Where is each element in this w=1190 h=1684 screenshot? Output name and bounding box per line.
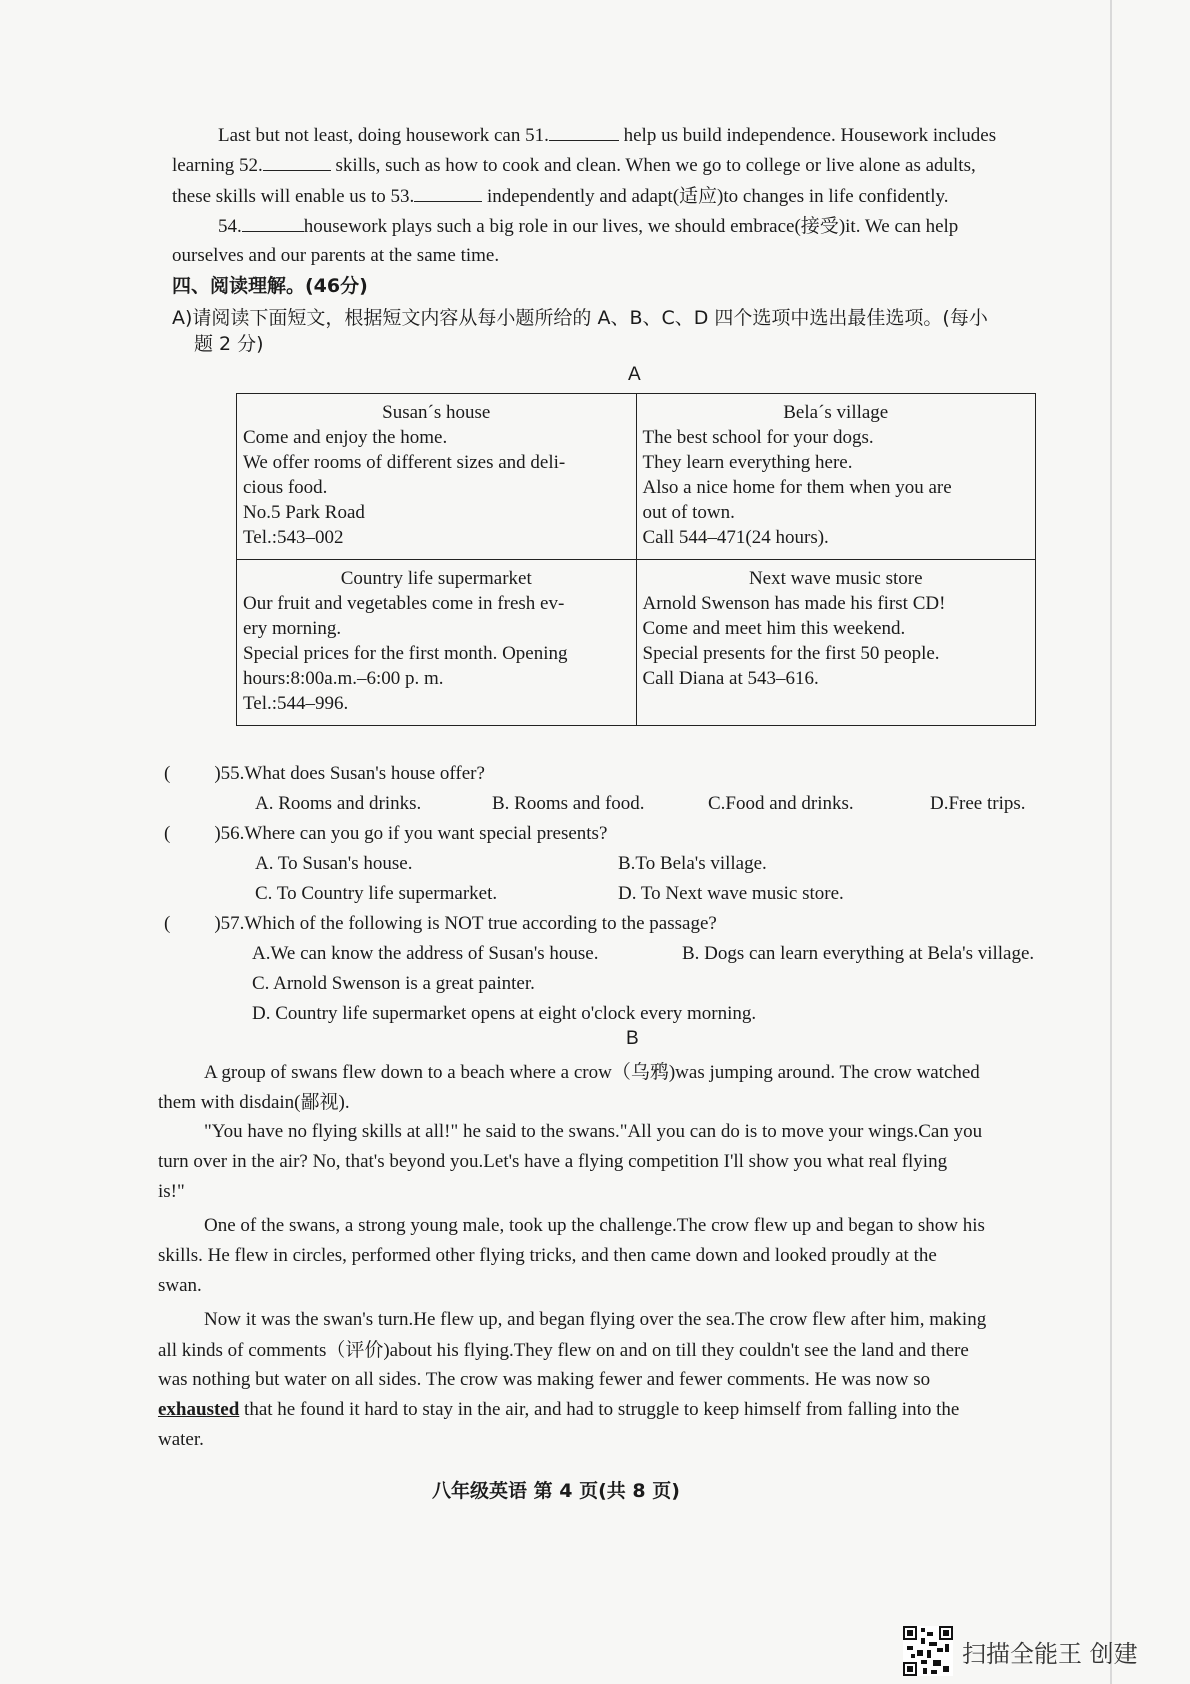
ad-line: Tel.:544–996.	[243, 693, 349, 714]
passage-b-line: skills. He flew in circles, performed other flying tricks, and then came down and looked proudly at the	[158, 1245, 937, 1266]
blank-52[interactable]	[263, 152, 331, 171]
underlined-word: exhausted	[158, 1399, 240, 1420]
scanner-brand-watermark: 扫描全能王 创建	[962, 1640, 1138, 1668]
option-57-d[interactable]: D. Country life supermarket opens at eight o'clock every morning.	[252, 1003, 757, 1024]
option-55-c[interactable]: C.Food and drinks.	[708, 793, 854, 814]
passage-text: )was jumping around. The crow watched	[668, 1062, 980, 1083]
question-55	[164, 760, 485, 788]
passage-b-line: One of the swans, a strong young male, took up the challenge.The crow flew up and began to show his	[204, 1215, 985, 1236]
ad-country-life-supermarket	[237, 560, 637, 726]
passage-b-line	[204, 1058, 980, 1087]
passage-b-line: Now it was the swan's turn.He flew up, and began flying over the sea.The crow flew after him, making	[204, 1309, 987, 1330]
ad-title: Bela´s village	[783, 402, 889, 423]
question-text: )57.Which of the following is NOT true according to the passage?	[214, 913, 717, 934]
cloze-line-4	[218, 212, 958, 241]
ad-line: Also a nice home for them when you are	[642, 477, 952, 498]
option-56-c[interactable]: C. To Country life supermarket.	[255, 883, 498, 904]
option-55-d[interactable]: D.Free trips.	[930, 793, 1026, 814]
cloze-text: housework plays such a big role in our lives, we should embrace(	[303, 216, 801, 237]
ad-title: Next wave music store	[748, 568, 923, 589]
ad-line: The best school for your dogs.	[642, 427, 874, 448]
passage-b-line	[158, 1396, 959, 1424]
passage-b-line: was nothing but water on all sides. The crow was making fewer and fewer comments. He was now so	[158, 1369, 931, 1390]
blank-51[interactable]	[549, 122, 619, 141]
cloze-text: 54.	[218, 216, 242, 237]
cloze-line-5: ourselves and our parents at the same time.	[172, 245, 500, 266]
blank-54[interactable]	[242, 213, 304, 232]
ads-table	[236, 393, 1036, 726]
ad-line: Tel.:543–002	[243, 527, 344, 548]
passage-b-line: "You have no flying skills at all!" he said to the swans."All you can do is to move your wings.Can you	[204, 1121, 983, 1142]
cloze-line-2	[172, 152, 976, 180]
passage-b-line	[158, 1088, 350, 1117]
ad-line: ery morning.	[243, 618, 342, 639]
passage-b-label: B	[626, 1028, 639, 1049]
passage-text: that he found it hard to stay in the air, and had to struggle to keep himself from falling into the	[239, 1399, 960, 1420]
passage-text: A group of swans flew down to a beach where a crow（	[204, 1062, 631, 1083]
question-text: )56.Where can you go if you want special presents?	[214, 823, 608, 844]
ad-line: They learn everything here.	[642, 452, 853, 473]
cloze-text: skills, such as how to cook and clean. When we go to college or live alone as adults,	[330, 155, 976, 176]
option-57-b[interactable]: B. Dogs can learn everything at Bela's village.	[682, 943, 1035, 964]
ad-line: Come and meet him this weekend.	[642, 618, 906, 639]
passage-b-line: turn over in the air? No, that's beyond you.Let's have a flying competition I'll show you what real flying	[158, 1151, 948, 1172]
ad-next-wave-music-store	[636, 560, 1036, 726]
question-57	[164, 910, 717, 938]
page-edge	[1110, 0, 1112, 1684]
passage-text: them with disdain(	[158, 1092, 301, 1113]
option-56-a[interactable]: A. To Susan's house.	[255, 853, 413, 874]
option-55-a[interactable]: A. Rooms and drinks.	[255, 793, 422, 814]
passage-text: )about his flying.They flew on and on till they couldn't see the land and there	[383, 1340, 969, 1361]
option-57-a[interactable]: A.We can know the address of Susan's house.	[252, 943, 599, 964]
section-heading: 四、阅读理解。(46分)	[172, 275, 368, 297]
answer-paren[interactable]: (	[164, 823, 171, 844]
passage-a-label: A	[628, 364, 641, 385]
option-57-c[interactable]: C. Arnold Swenson is a great painter.	[252, 973, 535, 994]
cloze-text: Last but not least, doing housework can 51.	[218, 125, 549, 146]
cloze-text: )it. We can help	[838, 216, 959, 237]
ad-line: Arnold Swenson has made his first CD!	[642, 593, 946, 614]
ad-line: cious food.	[243, 477, 328, 498]
cloze-text: these skills will enable us to 53.	[172, 186, 415, 207]
cloze-line-3	[172, 182, 949, 211]
ad-title: Country life supermarket	[340, 568, 532, 589]
ad-line: Special presents for the first 50 people.	[642, 643, 940, 664]
ad-belas-village	[636, 394, 1036, 560]
passage-b-line: swan.	[158, 1275, 202, 1296]
question-56	[164, 820, 607, 848]
cloze-text: learning 52.	[172, 155, 263, 176]
question-text: )55.What does Susan's house offer?	[214, 763, 485, 784]
ad-susans-house	[237, 394, 637, 560]
ad-line: No.5 Park Road	[243, 502, 365, 523]
ad-line: Call Diana at 543–616.	[642, 668, 819, 689]
chinese-gloss: 适应	[679, 185, 718, 207]
passage-b-line	[158, 1336, 969, 1365]
ad-line: Our fruit and vegetables come in fresh ev-	[243, 593, 565, 614]
cloze-text: )to changes in life confidently.	[717, 186, 949, 207]
ad-line: Come and enjoy the home.	[243, 427, 448, 448]
passage-text: all kinds of comments（	[158, 1340, 346, 1361]
ad-line: out of town.	[642, 502, 735, 523]
ad-line: hours:8:00a.m.–6:00 p. m.	[243, 668, 444, 689]
option-55-b[interactable]: B. Rooms and food.	[492, 793, 645, 814]
chinese-gloss: 鄙视	[300, 1091, 339, 1113]
passage-b-line: is!"	[158, 1181, 185, 1202]
instruction-line-2: 题 2 分)	[194, 333, 264, 355]
passage-text: ).	[338, 1092, 350, 1113]
ad-line: Special prices for the first month. Opening	[243, 643, 568, 664]
chinese-gloss: 接受	[800, 215, 839, 237]
answer-paren[interactable]: (	[164, 763, 171, 784]
cloze-text: help us build independence. Housework includes	[618, 125, 997, 146]
blank-53[interactable]	[414, 183, 482, 202]
option-56-b[interactable]: B.To Bela's village.	[618, 853, 767, 874]
instruction-line-1: A)请阅读下面短文，根据短文内容从每小题所给的 A、B、C、D 四个选项中选出最佳选项。(每小	[172, 307, 988, 329]
qr-code-icon	[903, 1626, 953, 1676]
page-footer: 八年级英语 第 4 页(共 8 页)	[432, 1480, 680, 1502]
chinese-gloss: 乌鸦	[630, 1061, 669, 1083]
option-56-d[interactable]: D. To Next wave music store.	[618, 883, 844, 904]
ad-line: We offer rooms of different sizes and deli-	[243, 452, 566, 473]
cloze-text: independently and adapt(	[482, 186, 680, 207]
answer-paren[interactable]: (	[164, 913, 171, 934]
passage-b-line: water.	[158, 1429, 204, 1450]
cloze-line-1	[218, 122, 996, 150]
chinese-gloss: 评价	[345, 1339, 384, 1361]
ad-line: Call 544–471(24 hours).	[642, 527, 829, 548]
ad-title: Susan´s house	[382, 402, 491, 423]
